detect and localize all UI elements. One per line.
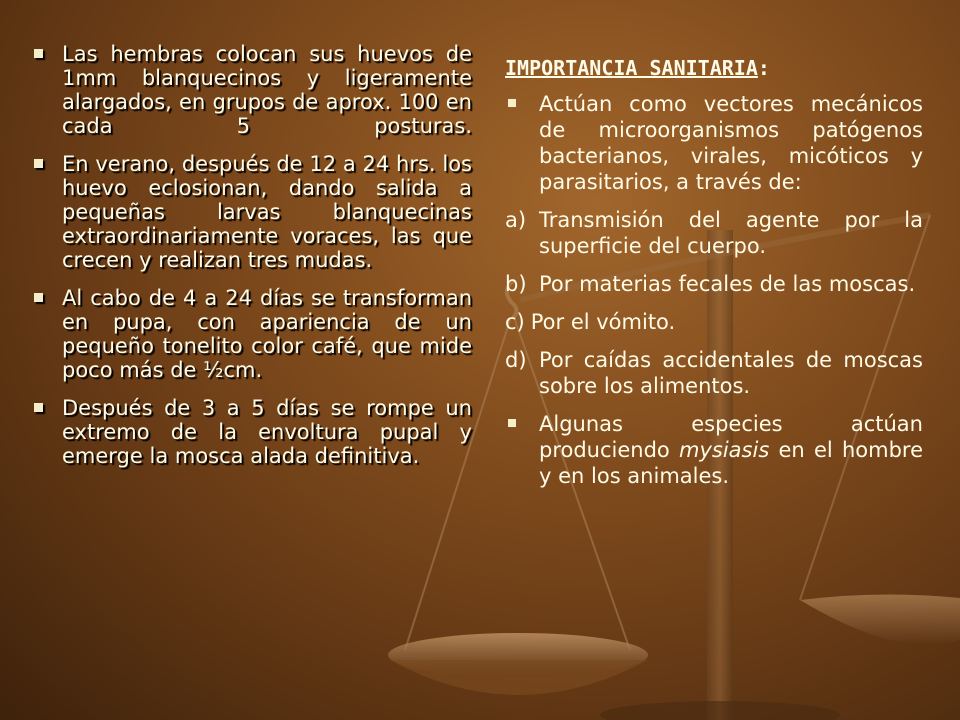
list-text: Transmisión del agente por la superficie del cuerpo. — [539, 208, 923, 258]
final-text — [539, 411, 923, 489]
list-marker: a) — [505, 208, 527, 232]
square-bullet-icon — [34, 293, 43, 302]
list-item — [32, 396, 472, 468]
list-item-b — [505, 271, 923, 297]
square-bullet-icon — [34, 403, 43, 412]
mysiasis-term: mysiasis — [679, 438, 770, 462]
intro-bullet — [505, 91, 923, 195]
right-column — [505, 55, 923, 501]
section-title-text: IMPORTANCIA SANITARIA — [505, 56, 758, 80]
list-text: Por el vómito. — [530, 310, 676, 334]
bullet-text: Las hembras colocan sus huevos de 1mm blanquecinos y ligeramente alargados, en grupos de aprox. 100 en cada 5 posturas. — [62, 42, 472, 138]
final-bullet — [505, 411, 923, 489]
square-bullet-icon — [508, 99, 516, 107]
final-text-start: Algunas especies actúan produciendo — [539, 412, 923, 462]
left-column — [32, 42, 472, 482]
list-marker: c) — [505, 310, 525, 334]
list-item — [32, 286, 472, 382]
left-bullet-list — [32, 42, 472, 468]
section-title — [505, 55, 923, 81]
list-text: Por materias fecales de las moscas. — [539, 272, 916, 296]
bullet-text: En verano, después de 12 a 24 hrs. los huevo eclosionan, dando salida a pequeñas larvas blanquecinas extraordinariamente voraces, las que crecen y realizan tres mudas. — [62, 152, 472, 272]
list-item-d — [505, 347, 923, 399]
list-item — [32, 152, 472, 272]
section-title-colon: : — [757, 56, 770, 80]
final-text-end: en el hombre y en los animales. — [539, 438, 923, 488]
bullet-text: Después de 3 a 5 días se rompe un extremo de la envoltura pupal y emerge la mosca alada definitiva. — [62, 396, 472, 468]
list-item-c — [505, 309, 923, 335]
list-item-a — [505, 207, 923, 259]
square-bullet-icon — [508, 419, 516, 427]
square-bullet-icon — [34, 49, 43, 58]
intro-text: Actúan como vectores mecánicos de microorganismos patógenos bacterianos, virales, micóticos y parasitarios, a través de: — [539, 92, 923, 194]
list-marker: d) — [505, 348, 527, 372]
list-marker: b) — [505, 272, 527, 296]
bullet-text: Al cabo de 4 a 24 días se transforman en pupa, con apariencia de un pequeño tonelito color café, que mide poco más de ½cm. — [62, 286, 472, 382]
list-text: Por caídas accidentales de moscas sobre los alimentos. — [539, 348, 923, 398]
square-bullet-icon — [34, 159, 43, 168]
list-item — [32, 42, 472, 138]
